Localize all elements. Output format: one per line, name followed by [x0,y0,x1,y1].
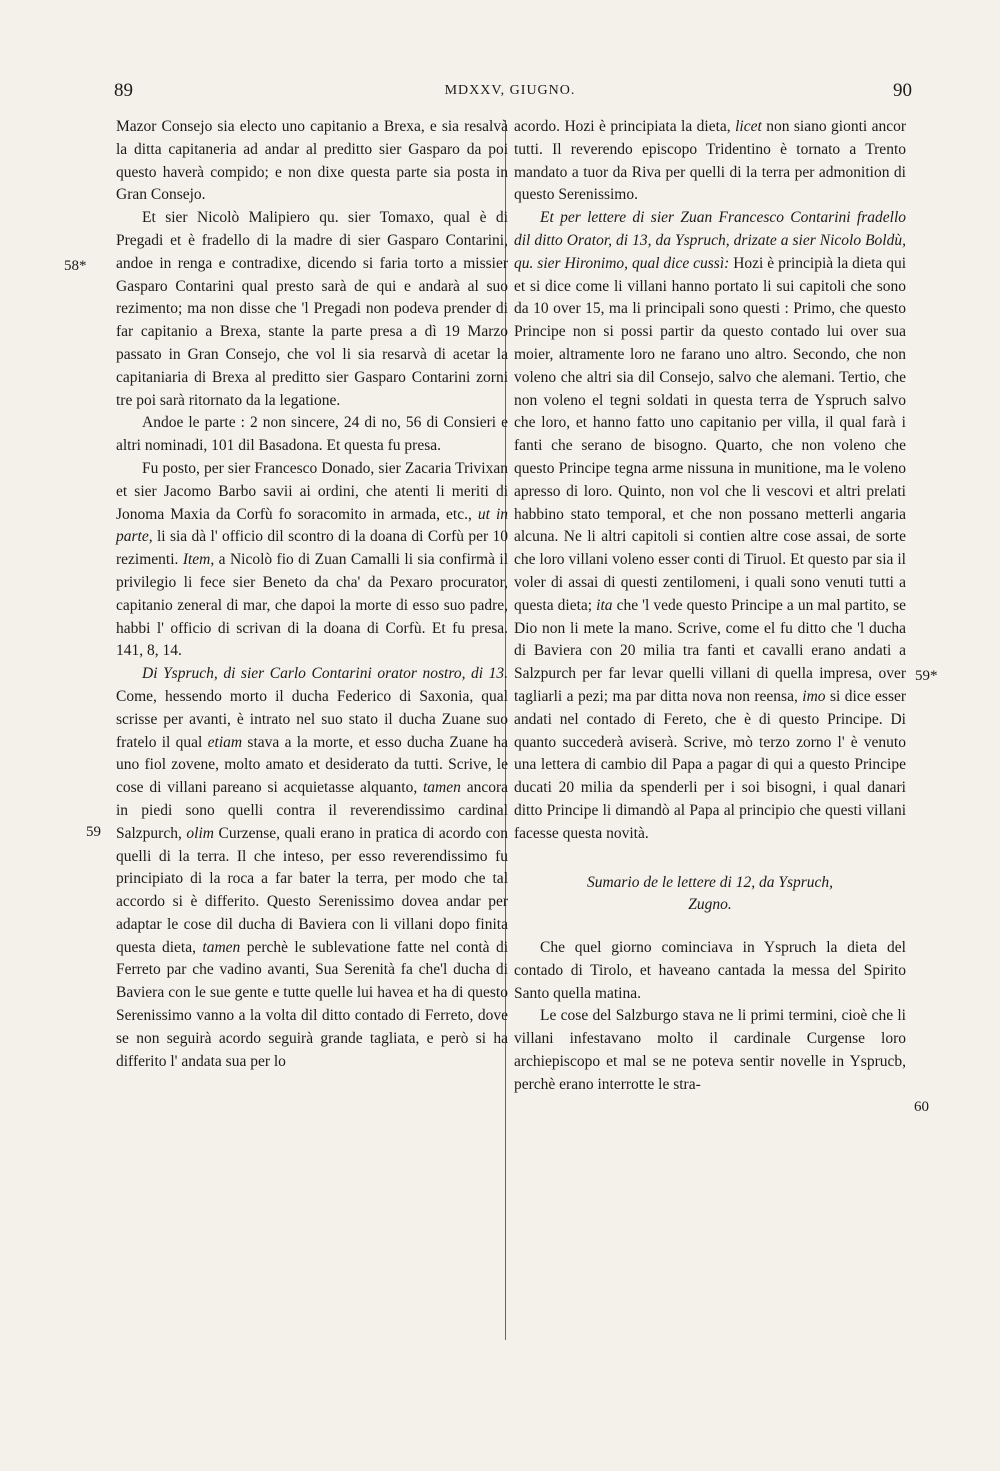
margin-number-58-star: 58* [64,258,87,274]
running-head [110,80,910,104]
paragraph [116,663,508,1073]
text-run: ancora in piedi sono quelli contra il reverendissimo cardinal Salzpurch, [116,779,508,842]
text-run: Fu posto, per sier Francesco Donado, sier Zacaria Trivixan et sier Jacomo Barbo savii ai ordini, che atenti li meriti di Jonoma Maxia da Corfù fo soracomito in armada, etc., [116,459,508,523]
italic-run: tamen [202,938,241,956]
italic-run: Di Yspruch, di sier Carlo Contarini orator nostro, di 13. [142,665,508,683]
margin-number-59: 59 [86,824,101,840]
text-run: perchè le sublevatione fatte nel contà di Ferreto par che vadino avanti, Sua Serenità fa che'l ducha di Baviera con le sue gente e tutte quelle lui havea et ha di questo Serenissimo vanno a la volta dil ditto contado di Ferreto, dove se non seguirà acordo seguirà grande tagliata, e però si ha differito l' andata sua per lo [116,938,509,1070]
italic-run: olim [186,824,214,842]
text-run: si dice esser andati nel contado di Fereto, che è di questo Principe. Di quanto succederà aviserà. Scrive, mò terzo zorno l' è venuto una lettera di cambio dil Papa a pagar di qui a questo Principe ducati 20 milia da spenderli per i soi bisogni, i qual danari ditto Principe li dimandò al Papa al principio che questi villani facesse questa novità. [514,687,907,842]
paragraph [514,116,906,207]
running-title: MDXXV, GIUGNO. [444,83,576,98]
heading-line: Zugno. [688,896,732,914]
text-run: Come, hessendo morto il ducha Federico di Saxonia, qual scrisse per avanti, è intrato nel suo stato il ducha Zuane suo fratelo il qual [116,687,508,751]
italic-run: Item, [182,551,215,569]
section-heading [514,872,906,918]
paragraph [116,458,508,663]
left-page-number: 89 [114,80,133,101]
paragraph: Andoe le parte : 2 non sincere, 24 di no, 56 di Consieri e altri nominadi, 101 dil Basadona. Et questa fu presa. [116,414,508,455]
text-run: a Nicolò fio di Zuan Camalli li sia confirmà il privilegio li fece sier Beneto da cha' da Pexaro procurator, capitanio zeneral di mar, che dapoi la morte di esso suo padre, habbi l' officio di scrivan di la doana di Corfù. Et fu presa. 141, 8, 14. [116,551,509,660]
text-run: Hozi è principià la dieta qui et si dice come li villani hanno portato li sui capitoli che sono da 10 over 15, ma li principali sono questi : Primo, che questo Principe non si possi partir da questo contado lui over sua moier, altramente loro ne farano uno altro. Secondo, che non voleno che altri sia dil Consejo, salvo che alemani. Tertio, che non voleno el tegni soldati in questa terra de Yspruch salvo che loro, et hanno fatto uno capitanio per villa, il qual farà i fanti che serano de bisogno. Quarto, che non voleno che questo Principe tegna arme nissuna in munitione, ma le voleno apresso di loro. Quinto, non vol che li vescovi et altri prelati habbino stato temporal, et che non possano metterli angaria alcuna. Ne li altri capitoli si contien altre cose assai, de sorte che loro villani voleno esser conti di Tiruol. Et questo par sia il voler di assai di questi zentilomeni, i quali sono venuti tutti a questa dieta; [514,254,907,614]
paragraph: Et sier Nicolò Malipiero qu. sier Tomaxo, qual è di Pregadi et è fradello di la madre di sier Gasparo Contarini, andoe in renga e contradixe, dicendo si faria torto a missier Gasparo Contarini qual presto sarà de qui e andarà al suo rezimento; ma non disse che 'l Pregadi non podeva prender di far capitanio a Brexa, stante la parte presa a dì 19 Marzo passato in Gran Consejo, che vol li sia resarvà di acetar la capitaniaria di Brexa al preditto sier Gasparo Contarini zorni tre poi sarà ritornato da la legatione. [116,209,508,409]
italic-run: imo [802,687,826,705]
heading-line: Sumario de le lettere di 12, da Yspruch, [586,873,834,891]
text-run: stava a la morte, et esso ducha Zuane ha uno fiol zovene, molto amato et desiderato da tutti. Scrive, le cose di villani pareano si acquietasse alquanto, [116,733,509,797]
italic-run: tamen [423,779,461,797]
text-run: li sia dà l' officio dil scontro di la doana di Corfù per 10 rezimenti. [116,528,509,569]
margin-number-60: 60 [914,1099,929,1115]
italic-run: Et per lettere di sier Zuan Francesco Contarini fradello dil ditto Orator, di 13, da Yspruch, drizate a sier Nicolo Boldù, qu. sier Hironimo, qual dice cussì: [514,209,906,272]
paragraph: Mazor Consejo sia electo uno capitanio a Brexa, e sia resalvà la ditta capitaneria ad andar al preditto sier Gasparo da poi questo haverà compido; e non dixe questa parte sia posta in Gran Consejo. [116,118,508,204]
paragraph [514,207,906,845]
italic-run: ut in parte, [116,505,509,546]
text-run: Curzense, quali erano in pratica di acordo con quelli di la terra. Il che inteso, per esso reverendissimo fu principiato di la roca a far bater la terra, per modo che tal accordo si è differito. Questo Serenissimo dovea andar per adaptar le cose dil ducha di Baviera con li villani dopo finita questa dieta, [116,824,508,956]
left-column [116,116,508,1073]
margin-number-59-star: 59* [915,668,938,684]
paragraph: Che quel giorno cominciava in Yspruch la dieta del contado di Tirolo, et haveano cantada la messa del Spirito Santo quella matina. [514,939,906,1002]
paragraph: Le cose del Salzburgo stava ne li primi termini, cioè che li villani infestavano molto il cardinale Curgense loro archiepiscopo et mal se ne poteva sentir novelle in Ysprucb, perchè erano interrotte le stra- [514,1007,906,1093]
right-column [514,116,906,1097]
italic-run: etiam [207,733,243,751]
text-run: che 'l vede questo Principe a un mal partito, se Dio non li mete la mano. Scrive, come el fu ditto che 'l ducha di Baviera con 20 milia tra fanti et cavalli erano andati a Salzpurch per far levar quelli villani di quella impresa, over tagliarli a pezi; ma par ditta nova non reensa, [514,596,907,705]
right-page-number: 90 [893,80,912,101]
text-run: non siano gionti ancor tutti. Il reverendo episcopo Tridentino è tornato a Trento mandato a tuor da Riva per quelli di la terra per admonition di questo Serenissimo. [514,118,907,204]
text-run: acordo. Hozi è principiata la dieta, [514,118,731,135]
italic-run: licet [735,118,762,135]
italic-run: ita [596,596,613,614]
